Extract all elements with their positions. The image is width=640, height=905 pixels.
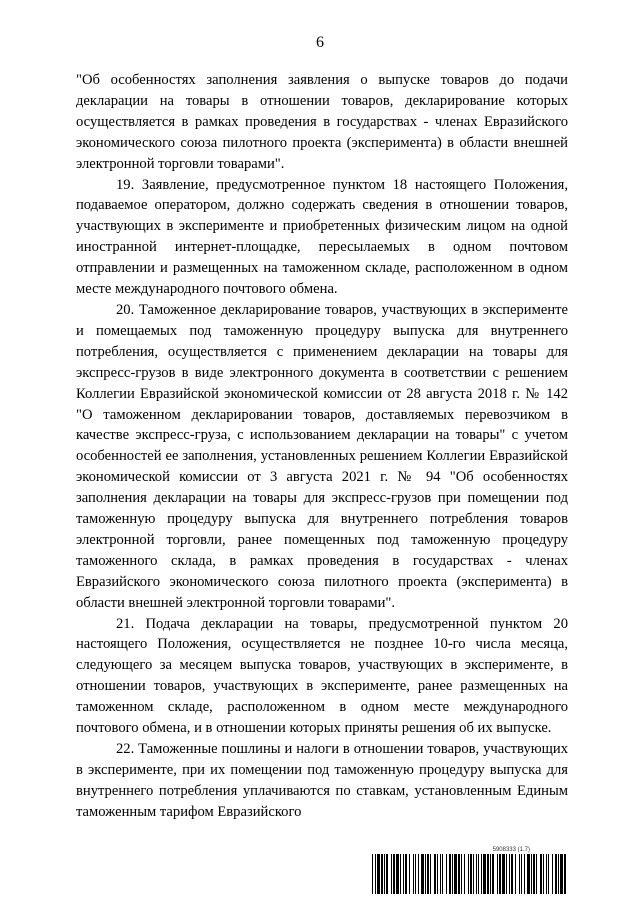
document-stamp xyxy=(372,846,566,894)
barcode-icon xyxy=(372,854,566,894)
paragraph-21: 21. Подача декларации на товары, предусмотренной пунктом 20 настоящего Положения, осуществляется не позднее 10-го числа месяца, следующего за месяцем выпуска товаров, участвующих в эксперименте, в отношении товаров, участвующих в эксперименте, ранее размещенных на таможенном складе, расположенном в одном месте международного почтового обмена, и в отношении которых приняты решения об их выпуске. xyxy=(76,615,568,737)
paragraph-22: 22. Таможенные пошлины и налоги в отношении товаров, участвующих в эксперименте, при их помещении под таможенную процедуру выпуска для внутреннего потребления уплачиваются по ставкам, установленным Единым таможенным тарифом Евразийского xyxy=(76,741,568,820)
stamp-code: 5908333 (1.7) xyxy=(492,847,530,853)
paragraph-18-quote-end: "Об особенностях заполнения заявления о выпуске товаров до подачи декларации на товары в отношении товаров, декларирование которых осуществляется в рамках проведения в государствах - членах Евразийского экономического союза пилотного проекта (эксперимента) в области внешней электронной торговли товарами". xyxy=(76,72,568,172)
paragraph-20: 20. Таможенное декларирование товаров, участвующих в эксперименте и помещаемых под таможенную процедуру выпуска для внутреннего потребления, осуществляется с применением декларации на товары для экспресс-грузов в виде электронного документа в соответствии с решением Коллегии Евразийской экономической комиссии от 28 августа 2018 г. № 142 "О таможенном декларировании товаров, доставляемых перевозчиком в качестве экспресс-груза, с использованием декларации на товары" с учетом особенностей ее заполнения, установленных решением Коллегии Евразийской экономической комиссии от 3 августа 2021 г. № 94 "Об особенностях заполнения декларации на товары для экспресс-грузов при помещении под таможенную процедуру выпуска для внутреннего потребления товаров электронной торговли, ранее помещенных под таможенную процедуру таможенного склада, в рамках проведения в государствах - членах Евразийского экономического союза пилотного проекта (эксперимента) в области внешней электронной торговли товарами". xyxy=(76,301,568,611)
page-number: 6 xyxy=(316,34,324,51)
document-body xyxy=(76,70,568,823)
paragraph-19: 19. Заявление, предусмотренное пунктом 18 настоящего Положения, подаваемое оператором, должно содержать сведения в отношении товаров, участвующих в эксперименте и приобретенных физическим лицом на одной иностранной интернет-площадке, пересылаемых в одном почтовом отправлении и размещенных на таможенном складе, расположенном в одном месте международного почтового обмена. xyxy=(76,176,568,298)
